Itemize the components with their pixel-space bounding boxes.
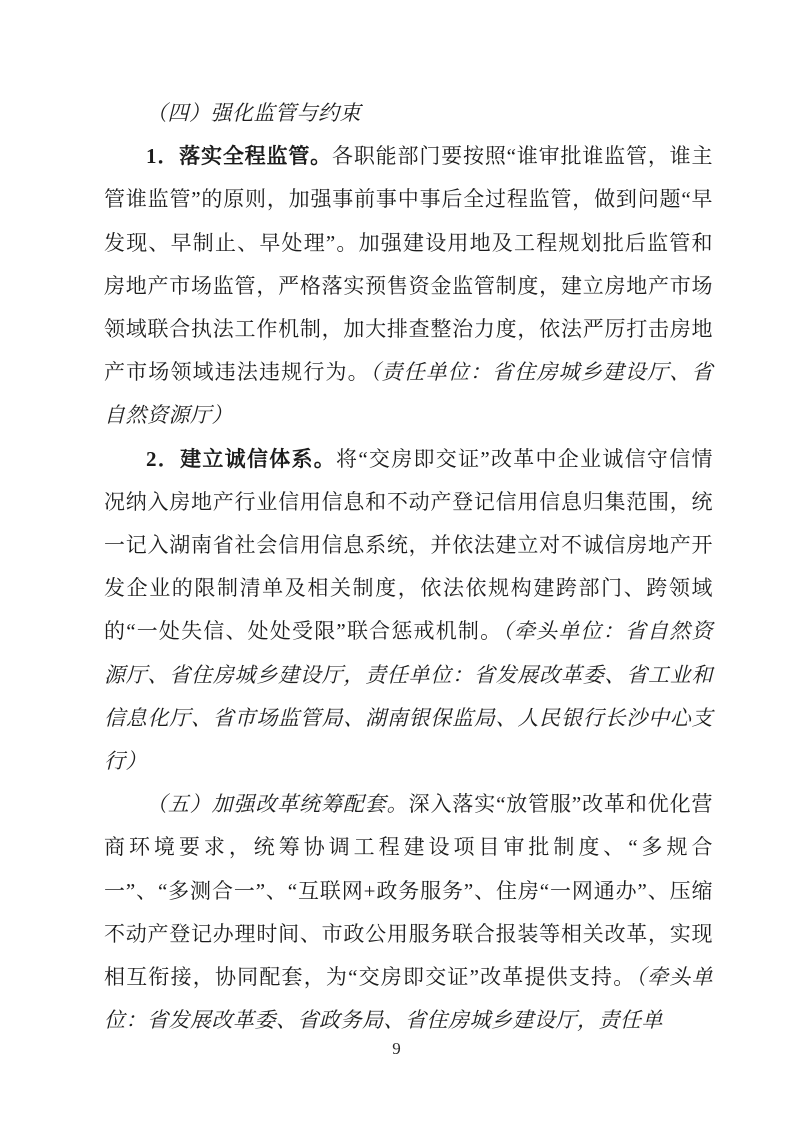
item-2-lead-text-run: 2．建立诚信体系。 xyxy=(146,446,337,471)
item-2-body-text-run: 将“交房即交证”改革中企业诚信守信情况纳入房地产行业信用信息和不动产登记信用信息归集范围，统一记入湖南省社会信用信息系统，并依法建立对不诚信房地产开发企业的限制清单及相关制度，依法依规构建跨部门、跨领域的“一处失信、处处受限”联合惩戒机制。 xyxy=(104,446,713,644)
paragraph-section-5 xyxy=(104,783,713,1042)
item-1-body-text-run: 各职能部门要按照“谁审批谁监管，谁主管谁监管”的原则，加强事前事中事后全过程监管，做到问题“早发现、早制止、早处理”。加强建设用地及工程规划批后监管和房地产市场监管，严格落实预售资金监管制度，建立房地产市场领域联合执法工作机制，加大排查整治力度，依法严厉打击房地产市场领域违法违规行为。 xyxy=(104,144,714,385)
section-heading-4 xyxy=(104,92,713,135)
item-1-lead-text-run: 1．落实全程监管。 xyxy=(146,144,333,169)
paragraph-item-2 xyxy=(104,438,713,784)
item-1-responsible-units-text-run: （责任单位：省住房城乡建设厅、省自然资源厅） xyxy=(104,360,714,428)
section-5-body-text-run: 深入落实“放管服”改革和优化营商环境要求，统筹协调工程建设项目审批制度、“多规合一”、“多测合一”、“互联网+政务服务”、住房“一网通办”、压缩不动产登记办理时间、市政公用服务联合报装等相关改革，实现相互衔接，协同配套，为“交房即交证”改革提供支持。 xyxy=(104,792,714,990)
section-5-responsible-units-text-run: （牵头单位：省发展改革委、省政务局、省住房城乡建设厅，责任单 xyxy=(104,965,714,1033)
heading-text-run: （四）强化监管与约束 xyxy=(146,101,361,125)
paragraph-item-1 xyxy=(104,135,713,437)
item-2-responsible-units-text-run: （牵头单位：省自然资源厅、省住房城乡建设厅，责任单位：省发展改革委、省工业和信息化厅、省市场监管局、湖南银保监局、人民银行长沙中心支行） xyxy=(104,619,714,774)
page-number: 9 xyxy=(392,1039,401,1058)
section-5-lead-text-run: （五）加强改革统筹配套。 xyxy=(146,792,409,817)
document-content xyxy=(104,92,713,1042)
